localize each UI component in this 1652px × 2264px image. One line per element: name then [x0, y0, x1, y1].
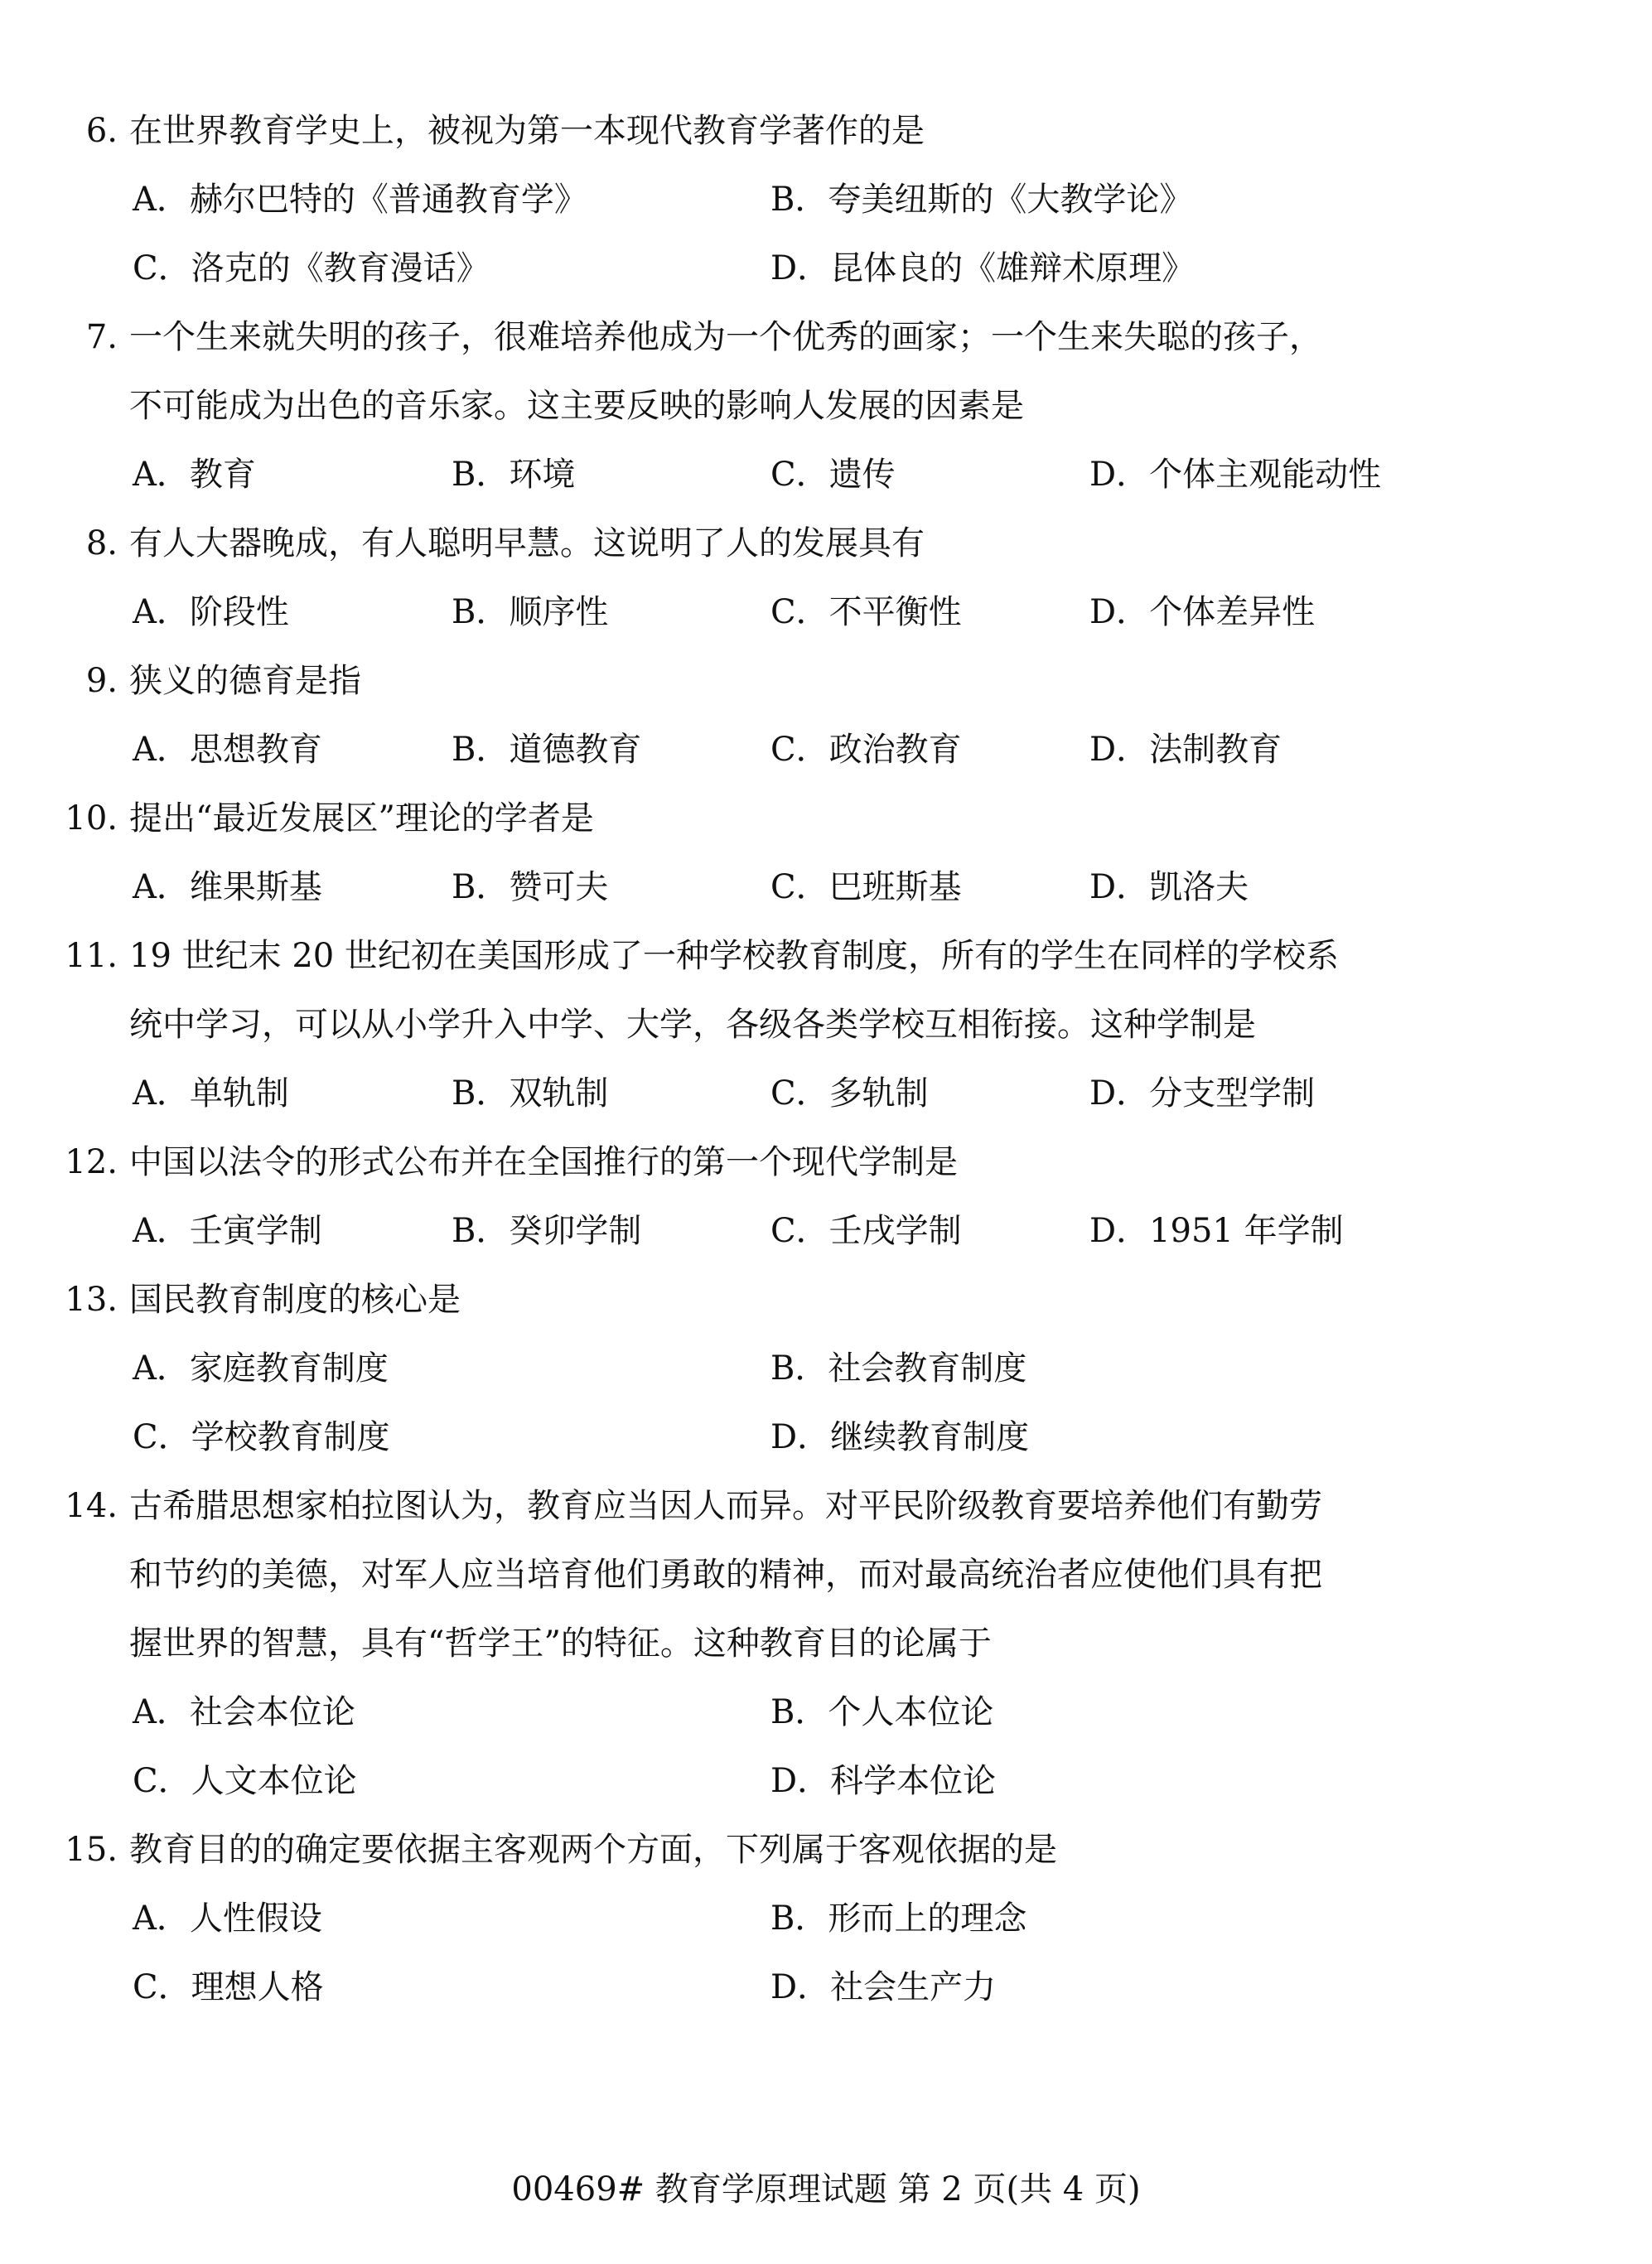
question-stem — [58, 1483, 1322, 1529]
question-text: 提出“最近发展区”理论的学者是 — [129, 799, 594, 838]
option-a: A．教育 — [133, 456, 256, 494]
option-c: C．洛克的《教育漫话》 — [133, 249, 490, 287]
option-a: A．壬寅学制 — [133, 1212, 322, 1250]
option-b: B．顺序性 — [452, 593, 609, 631]
question-text-continued: 不可能成为出色的音乐家。这主要反映的影响人发展的因素是 — [129, 387, 1024, 425]
option-d: D．继续教育制度 — [770, 1418, 1030, 1456]
option-c: C．遗传 — [770, 456, 896, 494]
question-text: 中国以法令的形式公布并在全国推行的第一个现代学制是 — [129, 1143, 958, 1181]
question-text: 有人大器晚成，有人聪明早慧。这说明了人的发展具有 — [129, 524, 925, 562]
question-number: 11. — [65, 937, 118, 975]
option-d: D．1951 年学制 — [1089, 1212, 1344, 1250]
option-a: A．维果斯基 — [133, 868, 322, 906]
question-text-continued: 握世界的智慧，具有“哲学王”的特征。这种教育目的论属于 — [129, 1624, 992, 1663]
option-a: A．社会本位论 — [133, 1693, 355, 1731]
question-number: 12. — [65, 1143, 118, 1181]
option-a: A．单轨制 — [133, 1074, 289, 1113]
option-d: D．分支型学制 — [1089, 1074, 1316, 1113]
question-text-continued: 统中学习，可以从小学升入中学、大学，各级各类学校互相衔接。这种学制是 — [129, 1006, 1256, 1044]
option-b: B．个人本位论 — [770, 1693, 994, 1731]
question-text: 狭义的德育是指 — [129, 662, 361, 700]
option-d: D．个体主观能动性 — [1089, 456, 1382, 494]
question-stem — [58, 933, 1339, 979]
question-number: 13. — [65, 1281, 118, 1319]
question-number: 14. — [65, 1487, 118, 1525]
question-text: 19 世纪末 20 世纪初在美国形成了一种学校教育制度，所有的学生在同样的学校系 — [129, 937, 1339, 975]
question-number: 6. — [85, 112, 118, 150]
option-c: C．壬戌学制 — [770, 1212, 962, 1250]
option-c: C．政治教育 — [770, 731, 962, 769]
option-c: C．理想人格 — [133, 1968, 324, 2006]
option-c: C．学校教育制度 — [133, 1418, 390, 1456]
option-d: D．科学本位论 — [770, 1762, 997, 1800]
option-d: D．昆体良的《雄辩术原理》 — [770, 249, 1196, 287]
option-b: B．道德教育 — [452, 731, 642, 769]
question-number: 7. — [85, 318, 118, 356]
question-stem — [58, 658, 361, 704]
option-c: C．多轨制 — [770, 1074, 929, 1113]
option-d: D．个体差异性 — [1089, 593, 1316, 631]
option-a: A．赫尔巴特的《普通教育学》 — [133, 181, 587, 219]
option-b: B．环境 — [452, 456, 576, 494]
question-stem — [58, 1827, 1057, 1873]
option-b: B．夸美纽斯的《大教学论》 — [770, 181, 1193, 219]
option-b: B．癸卯学制 — [452, 1212, 642, 1250]
question-stem — [58, 108, 925, 154]
question-number: 8. — [85, 524, 118, 562]
question-text: 教育目的的确定要依据主客观两个方面，下列属于客观依据的是 — [129, 1831, 1057, 1869]
question-text-continued: 和节约的美德，对军人应当培育他们勇敢的精神，而对最高统治者应使他们具有把 — [129, 1556, 1322, 1594]
option-d: D．社会生产力 — [770, 1968, 997, 2006]
option-a: A．思想教育 — [133, 731, 322, 769]
option-b: B．社会教育制度 — [770, 1349, 1027, 1388]
option-a: A．家庭教育制度 — [133, 1349, 389, 1388]
question-text: 在世界教育学史上，被视为第一本现代教育学著作的是 — [129, 112, 925, 150]
question-stem — [58, 1139, 958, 1185]
question-number: 9. — [85, 662, 118, 700]
question-stem — [58, 314, 1322, 360]
question-number: 15. — [65, 1831, 118, 1869]
question-text: 古希腊思想家柏拉图认为，教育应当因人而异。对平民阶级教育要培养他们有勤劳 — [129, 1487, 1322, 1525]
question-text: 国民教育制度的核心是 — [129, 1281, 461, 1319]
option-c: C．巴班斯基 — [770, 868, 962, 906]
option-b: B．赞可夫 — [452, 868, 609, 906]
option-b: B．双轨制 — [452, 1074, 609, 1113]
option-a: A．阶段性 — [133, 593, 289, 631]
option-a: A．人性假设 — [133, 1900, 322, 1938]
option-c: C．人文本位论 — [133, 1762, 357, 1800]
question-stem — [58, 795, 594, 842]
question-stem — [58, 1277, 461, 1323]
option-b: B．形而上的理念 — [770, 1900, 1027, 1938]
question-stem — [58, 520, 925, 567]
question-text: 一个生来就失明的孩子，很难培养他成为一个优秀的画家；一个生来失聪的孩子， — [129, 318, 1322, 356]
page-footer: 00469# 教育学原理试题 第 2 页(共 4 页) — [511, 2170, 1141, 2208]
question-number: 10. — [65, 799, 118, 838]
option-d: D．凯洛夫 — [1089, 868, 1249, 906]
option-c: C．不平衡性 — [770, 593, 962, 631]
option-d: D．法制教育 — [1089, 731, 1282, 769]
